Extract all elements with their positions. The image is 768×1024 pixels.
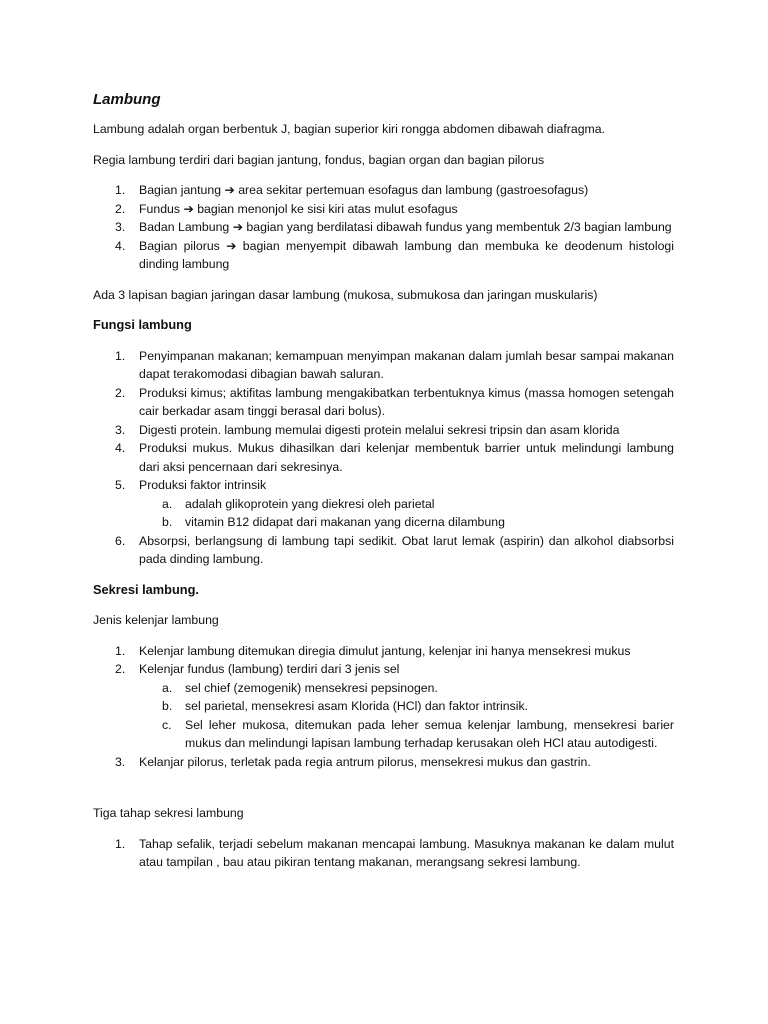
layers-paragraph: Ada 3 lapisan bagian jaringan dasar lambung (mukosa, submukosa dan jaringan muskularis) xyxy=(93,287,598,302)
list-item-text: vitamin B12 didapat dari makanan yang dicerna dilambung xyxy=(185,515,505,529)
kelenjar-list-continued xyxy=(93,753,674,772)
list-letter: a. xyxy=(162,680,173,695)
section-heading-fungsi: Fungsi lambung xyxy=(93,317,192,332)
list-item-text: Penyimpanan makanan; kemampuan menyimpan makanan dalam jumlah besar sampai makanan dapat terakomodasi dibagian bawah saluran. xyxy=(139,348,674,381)
sub-list-item xyxy=(93,495,674,514)
regions-list xyxy=(93,181,674,274)
sub-list-item xyxy=(93,513,674,532)
list-number: 2. xyxy=(115,385,126,400)
list-number: 2. xyxy=(115,662,126,676)
regions-paragraph: Regia lambung terdiri dari bagian jantung, fondus, bagian organ dan bagian pilorus xyxy=(93,152,545,167)
list-item xyxy=(93,200,674,219)
list-item xyxy=(93,439,674,476)
list-number: 1. xyxy=(115,348,126,363)
kelenjar-sublist xyxy=(93,679,674,753)
list-item xyxy=(93,753,674,772)
fungsi-list-continued xyxy=(93,532,674,569)
list-item xyxy=(93,476,674,495)
fungsi-list xyxy=(93,347,674,495)
region-description: bagian menonjol ke sisi kiri atas mulut esofagus xyxy=(197,201,458,216)
region-label: Bagian pilorus xyxy=(139,238,220,253)
list-item-text: sel parietal, mensekresi asam Klorida (HCl) dan faktor intrinsik. xyxy=(185,699,529,713)
list-item-text: sel chief (zemogenik) mensekresi pepsinogen. xyxy=(185,680,438,695)
list-item-text: adalah glikoprotein yang diekresi oleh parietal xyxy=(185,496,435,511)
arrow-icon: ➔ xyxy=(232,220,243,234)
list-item xyxy=(93,181,674,200)
list-item-text: Digesti protein. lambung memulai digesti protein melalui sekresi tripsin dan asam klorida xyxy=(139,422,620,437)
intro-paragraph: Lambung adalah organ berbentuk J, bagian superior kiri rongga abdomen dibawah diafragma. xyxy=(93,122,606,136)
arrow-icon: ➔ xyxy=(226,238,237,253)
list-letter: a. xyxy=(162,496,173,511)
kelenjar-list xyxy=(93,642,674,679)
list-item-text: Produksi kimus; aktifitas lambung mengakibatkan terbentuknya kimus (massa homogen setengah cair berkadar asam tinggi berasal dari bolus). xyxy=(139,385,674,418)
list-number: 1. xyxy=(115,836,126,851)
list-item xyxy=(93,660,674,679)
arrow-icon: ➔ xyxy=(224,183,235,197)
list-item xyxy=(93,384,674,421)
list-number: 3. xyxy=(115,422,126,437)
list-letter: c. xyxy=(162,717,172,732)
subsection-heading-jenis: Jenis kelenjar lambung xyxy=(93,613,219,627)
list-number: 3. xyxy=(115,220,126,234)
list-item xyxy=(93,835,674,872)
list-item xyxy=(93,347,674,384)
list-letter: b. xyxy=(162,699,173,713)
fungsi-sublist xyxy=(93,495,674,532)
sub-list-item xyxy=(93,697,674,716)
region-label: Badan Lambung xyxy=(139,220,230,234)
region-description: bagian yang berdilatasi dibawah fundus yang membentuk 2/3 bagian lambung xyxy=(246,220,672,234)
list-item-text: Kelanjar pilorus, terletak pada regia antrum pilorus, mensekresi mukus dan gastrin. xyxy=(139,754,591,769)
list-item xyxy=(93,421,674,440)
list-letter: b. xyxy=(162,515,173,529)
list-item-text: Produksi mukus. Mukus dihasilkan dari kelenjar membentuk barrier untuk melindungi lambung dari aksi pencernaan dari sekresinya. xyxy=(139,441,674,474)
list-item-text: Tahap sefalik, terjadi sebelum makanan mencapai lambung. Masuknya makanan ke dalam mulut atau tampilan , bau atau pikiran tentang makanan, merangsang sekresi lambung. xyxy=(139,836,674,869)
list-item-text: Sel leher mukosa, ditemukan pada leher semua kelenjar lambung, mensekresi barier mukus dan melindungi lapisan lambung terhadap kerusakan oleh HCl atau autodigesti. xyxy=(185,717,674,750)
document-body xyxy=(93,89,674,872)
tahap-list xyxy=(93,835,674,872)
list-item-text: Absorpsi, berlangsung di lambung tapi sedikit. Obat larut lemak (aspirin) dan alkohol diabsorbsi pada dinding lambung. xyxy=(139,533,674,566)
list-number: 3. xyxy=(115,754,126,769)
list-item xyxy=(93,532,674,569)
list-item xyxy=(93,237,674,274)
region-description: area sekitar pertemuan esofagus dan lambung (gastroesofagus) xyxy=(238,183,589,197)
list-number: 6. xyxy=(115,533,126,548)
document-title: Lambung xyxy=(93,91,161,108)
list-number: 5. xyxy=(115,478,126,492)
sub-list-item xyxy=(93,716,674,753)
region-description: bagian menyempit dibawah lambung dan membuka ke deodenum histologi dinding lambung xyxy=(139,238,674,271)
list-item xyxy=(93,642,674,661)
list-item-text: Kelenjar lambung ditemukan diregia dimulut jantung, kelenjar ini hanya mensekresi mukus xyxy=(139,643,631,658)
subsection-heading-tahap: Tiga tahap sekresi lambung xyxy=(93,806,244,820)
list-number: 4. xyxy=(115,441,126,455)
list-number: 1. xyxy=(115,183,126,197)
region-label: Fundus xyxy=(139,201,181,216)
arrow-icon: ➔ xyxy=(183,201,194,216)
list-number: 2. xyxy=(115,201,126,216)
region-label: Bagian jantung xyxy=(139,183,222,197)
list-item-text: Kelenjar fundus (lambung) terdiri dari 3 jenis sel xyxy=(139,662,400,676)
sub-list-item xyxy=(93,679,674,698)
section-heading-sekresi: Sekresi lambung. xyxy=(93,581,199,597)
list-item xyxy=(93,218,674,237)
list-number: 1. xyxy=(115,643,126,658)
list-item-text: Produksi faktor intrinsik xyxy=(139,478,267,492)
list-number: 4. xyxy=(115,238,126,253)
